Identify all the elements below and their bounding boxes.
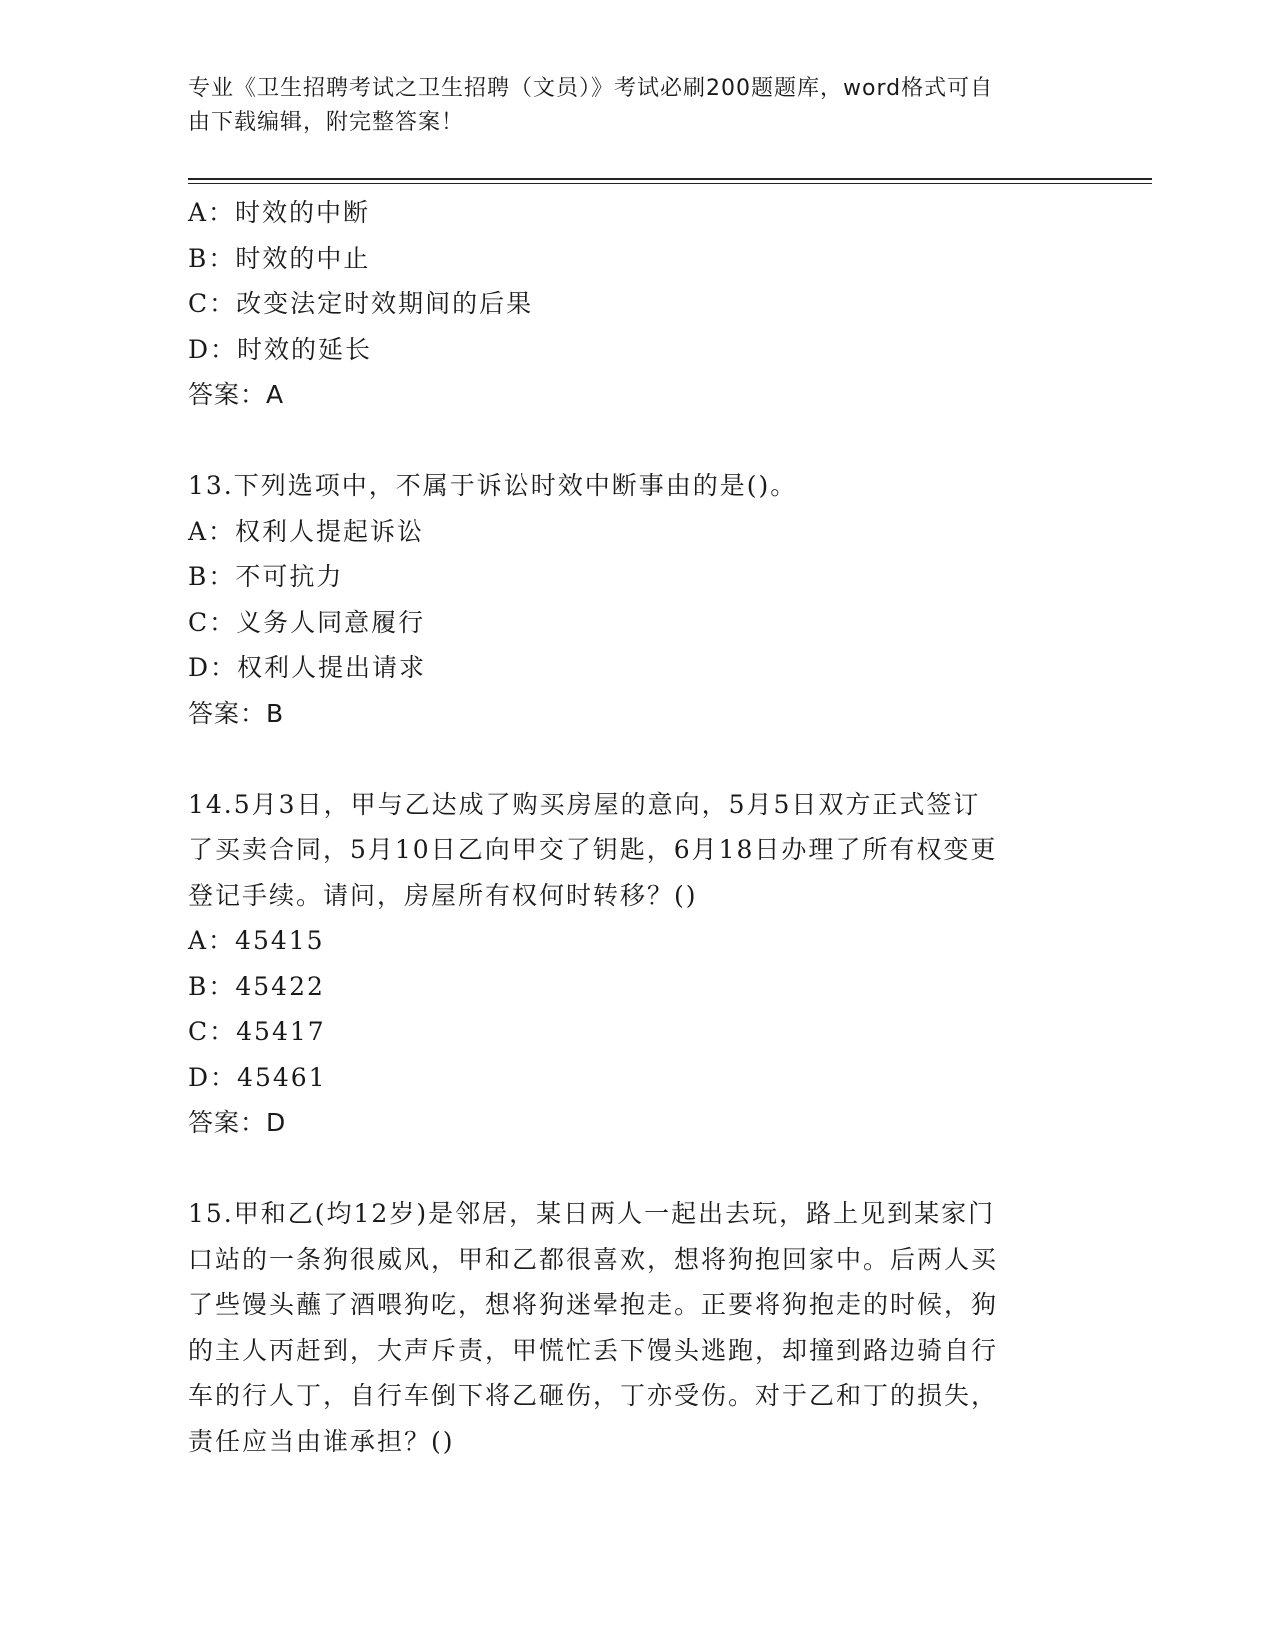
question-15-block [188, 1191, 1088, 1464]
question-text-line: 口站的一条狗很威风，甲和乙都很喜欢，想将狗抱回家中。后两人买 [188, 1244, 999, 1274]
answer-line: 答案：D [188, 1108, 287, 1137]
question-text-line: 责任应当由谁承担？() [188, 1426, 455, 1456]
option-d: D：权利人提出请求 [188, 653, 427, 682]
header-rule-thin [188, 183, 1152, 184]
answer-line: 答案：A [188, 380, 285, 409]
question-text-line: 车的行人丁，自行车倒下将乙砸伤，丁亦受伤。对于乙和丁的损失， [188, 1381, 999, 1410]
question-text: 13.下列选项中，不属于诉讼时效中断事由的是()。 [188, 471, 798, 500]
option-c: C：义务人同意履行 [188, 607, 426, 637]
option-d: D：时效的延长 [188, 334, 373, 364]
option-b: B：不可抗力 [188, 562, 344, 591]
spacer [188, 1146, 1088, 1192]
header-title-line1: 专业《卫生招聘考试之卫生招聘（文员）》考试必刷200题题库，word格式可自 [188, 76, 994, 101]
header-title-line2: 由下载编辑，附完整答案！ [188, 110, 465, 135]
question-text-line: 了买卖合同，5月10日乙向甲交了钥匙，6月18日办理了所有权变更 [188, 835, 998, 864]
option-a: A：权利人提起诉讼 [188, 516, 425, 546]
document-header [188, 72, 1068, 140]
document-body [188, 190, 1088, 1464]
option-c: C：45417 [188, 1017, 326, 1046]
answer-line: 答案：B [188, 698, 285, 728]
option-c: C：改变法定时效期间的后果 [188, 289, 534, 318]
question-text-line: 的主人丙赶到，大声斥责，甲慌忙丢下馒头逃跑，却撞到路边骑自行 [188, 1335, 999, 1365]
spacer [188, 736, 1088, 782]
option-b: B：时效的中止 [188, 243, 371, 273]
question-14-block [188, 782, 1088, 1146]
question-text-line: 15.甲和乙(均12岁)是邻居，某日两人一起出去玩，路上见到某家门 [188, 1199, 996, 1228]
header-rule-thick [188, 178, 1152, 180]
question-text-line: 登记手续。请问，房屋所有权何时转移？() [188, 880, 698, 910]
option-d: D：45461 [188, 1062, 327, 1092]
question-12-block [188, 190, 1088, 418]
question-13-block [188, 463, 1088, 736]
option-b: B：45422 [188, 971, 325, 1001]
option-a: A：45415 [188, 926, 325, 955]
question-text-line: 了些馒头蘸了酒喂狗吃，想将狗迷晕抱走。正要将狗抱走的时候，狗 [188, 1290, 999, 1319]
question-text-line: 14.5月3日，甲与乙达成了购买房屋的意向，5月5日双方正式签订 [188, 789, 981, 819]
option-a: A：时效的中断 [188, 198, 371, 227]
spacer [188, 418, 1088, 464]
